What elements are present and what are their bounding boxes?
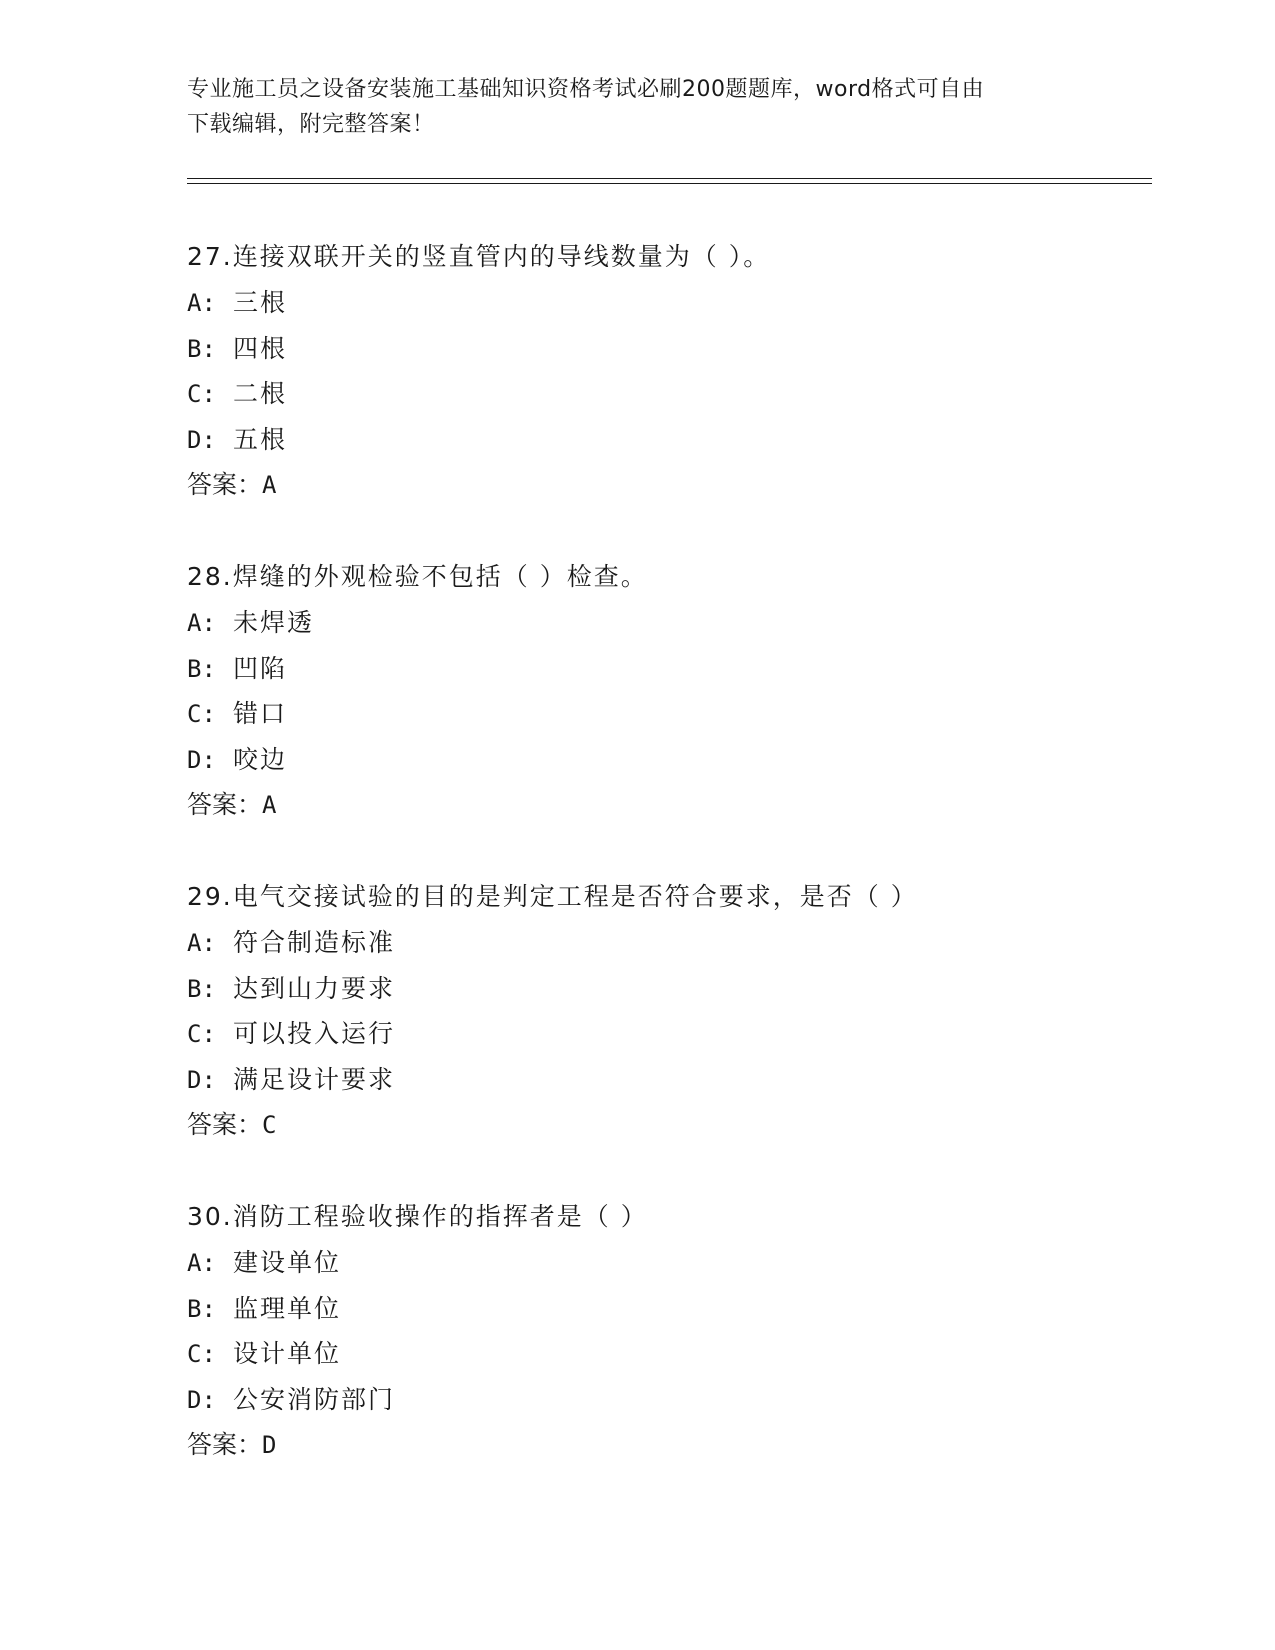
option-letter: A: bbox=[187, 929, 216, 957]
answer-label: 答案： bbox=[187, 1430, 263, 1459]
option-c bbox=[187, 691, 1147, 737]
question-30 bbox=[187, 1194, 1147, 1468]
option-text: 设计单位 bbox=[233, 1339, 342, 1368]
option-text: 三根 bbox=[233, 288, 288, 317]
question-28 bbox=[187, 554, 1147, 828]
question-stem: 27.连接双联开关的竖直管内的导线数量为（ ）。 bbox=[187, 242, 771, 271]
header-line-2: 下载编辑，附完整答案！ bbox=[187, 112, 435, 137]
option-text: 公安消防部门 bbox=[233, 1384, 396, 1414]
option-letter: C: bbox=[187, 380, 216, 408]
answer-line bbox=[187, 782, 1147, 828]
question-27 bbox=[187, 234, 1147, 508]
option-letter: B: bbox=[187, 654, 216, 683]
option-text: 达到山力要求 bbox=[233, 973, 396, 1003]
answer-value: A bbox=[262, 791, 277, 819]
option-letter: C: bbox=[187, 1340, 216, 1368]
option-a bbox=[187, 1240, 1147, 1286]
option-a bbox=[187, 280, 1147, 326]
option-a bbox=[187, 920, 1147, 966]
option-d bbox=[187, 1377, 1147, 1423]
question-stem: 29.电气交接试验的目的是判定工程是否符合要求，是否（ ） bbox=[187, 882, 918, 911]
answer-value: C bbox=[262, 1111, 277, 1139]
option-letter: C: bbox=[187, 1020, 216, 1048]
answer-line bbox=[187, 462, 1147, 508]
option-text: 建设单位 bbox=[233, 1248, 342, 1277]
option-letter: D: bbox=[187, 425, 216, 454]
option-letter: C: bbox=[187, 700, 216, 728]
header-divider-bottom bbox=[187, 183, 1152, 184]
option-b bbox=[187, 966, 1147, 1012]
option-d bbox=[187, 1057, 1147, 1103]
option-letter: D: bbox=[187, 1385, 216, 1414]
option-c bbox=[187, 1011, 1147, 1057]
header-divider-top bbox=[187, 178, 1152, 179]
option-text: 满足设计要求 bbox=[233, 1064, 396, 1094]
answer-line bbox=[187, 1422, 1147, 1468]
option-text: 可以投入运行 bbox=[233, 1019, 396, 1048]
option-text: 五根 bbox=[233, 424, 288, 454]
answer-label: 答案： bbox=[187, 470, 263, 499]
option-b bbox=[187, 1286, 1147, 1332]
option-b bbox=[187, 646, 1147, 692]
option-text: 四根 bbox=[233, 333, 288, 363]
option-text: 未焊透 bbox=[233, 608, 315, 637]
option-letter: B: bbox=[187, 974, 216, 1003]
option-a bbox=[187, 600, 1147, 646]
answer-line bbox=[187, 1102, 1147, 1148]
option-letter: D: bbox=[187, 1065, 216, 1094]
option-c bbox=[187, 371, 1147, 417]
option-text: 咬边 bbox=[233, 744, 288, 774]
answer-value: A bbox=[262, 471, 277, 499]
question-stem: 28.焊缝的外观检验不包括（ ）检查。 bbox=[187, 562, 648, 591]
option-c bbox=[187, 1331, 1147, 1377]
question-stem: 30.消防工程验收操作的指挥者是（ ） bbox=[187, 1202, 648, 1231]
option-letter: D: bbox=[187, 745, 216, 774]
option-text: 错口 bbox=[233, 699, 288, 728]
option-d bbox=[187, 417, 1147, 463]
option-text: 监理单位 bbox=[233, 1293, 342, 1323]
option-letter: A: bbox=[187, 1249, 216, 1277]
question-29 bbox=[187, 874, 1147, 1148]
option-letter: B: bbox=[187, 1294, 216, 1323]
option-d bbox=[187, 737, 1147, 783]
answer-label: 答案： bbox=[187, 1110, 263, 1139]
option-letter: A: bbox=[187, 609, 216, 637]
header-line-1: 专业施工员之设备安装施工基础知识资格考试必刷200题题库，word格式可自由 bbox=[187, 77, 985, 102]
option-text: 二根 bbox=[233, 379, 288, 408]
document-header bbox=[187, 72, 1087, 142]
option-text: 凹陷 bbox=[233, 653, 288, 683]
question-list bbox=[187, 234, 1147, 1514]
option-letter: A: bbox=[187, 289, 216, 317]
answer-label: 答案： bbox=[187, 790, 263, 819]
option-text: 符合制造标准 bbox=[233, 928, 396, 957]
option-b bbox=[187, 326, 1147, 372]
option-letter: B: bbox=[187, 334, 216, 363]
answer-value: D bbox=[262, 1431, 277, 1459]
